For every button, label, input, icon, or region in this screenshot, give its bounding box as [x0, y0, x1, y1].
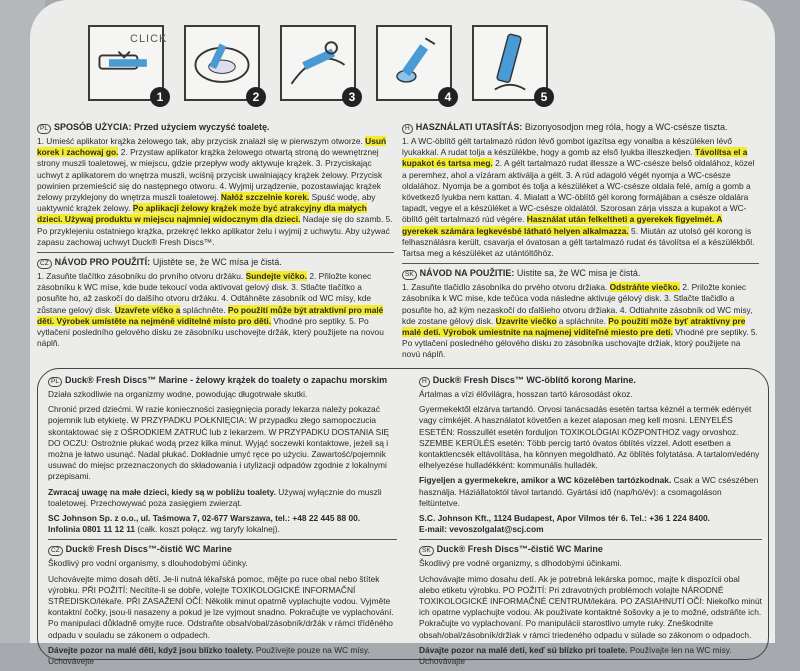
hu-title: HASZNÁLATI UTASÍTÁS:	[415, 122, 523, 132]
pl-product-name: Duck® Fresh Discs™ Marine - żelowy krążek do toalety o zapachu morskim	[64, 375, 388, 385]
sk-highlight: Uzavrite viečko	[495, 315, 557, 326]
sk-product-name: Duck® Fresh Discs™-čistič WC Marine	[436, 544, 603, 555]
toilet-bowl-icon	[186, 27, 258, 99]
divider	[419, 539, 762, 540]
sk-heading	[402, 268, 759, 280]
cz-text: 1. Zasuňte tlačítko zásobníku do prvního otvoru držáku.	[37, 271, 244, 282]
sk-text: a spláchnite.	[558, 315, 606, 326]
pl-body	[37, 136, 394, 248]
pl-highlight: Nałóż szczelnie korek.	[220, 192, 310, 203]
cz-text: 2. Přiložte konec zásobníku k WC míse, kde bude tekoucí voda aktivovat gelový disk. 3. Stlačte tlačítko a posuňte ho, až zaskočí do dalšího otvoru držáku. 4. Odtáhněte zásobník od WC mísy, kde zůstane gelový disk.	[37, 271, 372, 315]
remove-applicator-icon	[378, 27, 450, 99]
hu-text: 1. A WC-öblítő gélt tartalmazó rúdon lévő gombot igazítsa egy vonalba a készüléken lévő lyukakkal. A rudat tolja a készülékbe, hogy a gomb az első lyukba illeszkedjen.	[402, 136, 733, 158]
warnings-left	[40, 375, 405, 671]
lang-badge-pl: PL	[48, 377, 62, 387]
left-column	[37, 122, 402, 365]
step-4-illustration	[376, 25, 452, 104]
cz-caution-text: Používejte pouze na WC mísy. Uchovávejte	[48, 644, 370, 667]
sk-caution-bold: Dávajte pozor na malé deti, keď sú blízko pri toalete.	[419, 644, 628, 655]
cz-title-rest: Ujistěte se, že WC mísa je čistá.	[152, 257, 282, 268]
sk-caution	[419, 645, 762, 667]
step-number: 5	[534, 87, 554, 107]
sk-title-rest: Uistite sa, že WC misa je čistá.	[516, 268, 641, 279]
right-column	[402, 122, 767, 365]
pl-text: 2. Przystaw aplikator krążka żelowego otwartą stroną do wewnętrznej strony muszli toaletowej, w miejscu, gdzie przepływ wody aktywuje krążek. 3. Przyciskając uchwyt z aplikatorem do wnętrza muszli, wciśnij przycisk uwalniający krążek żelowy. Przycisk powinien przemieścić się do następnego otworu. 4. Wyjmij urządzenie, pozostawiając krążek żelowy przyklejony do wnętrza muszli toaletowej.	[37, 147, 383, 203]
divider	[37, 252, 394, 253]
hu-text: 2. A gélt tartalmazó rudat illessze a WC-csésze belső oldalához, közel a peremhez, ahol a vízáram aktiválja a gélt. 3. A rúd adagoló végét nyomja a WC-csésze oldalához. Nyomja be a gombot és tolja a készüléket a WC-csésze oldala felé, amíg a gomb a következő lyukba nem kattan. 4. Mialatt a WC-öblítő gél korong formájában a csésze oldalára tapadt, vegye el a készüléket a WC-csésze oldalától. Szorosan zárja vissza a kupakot a WC-öblítő gélt tartalmazó rúd végére.	[402, 158, 755, 225]
cz-highlight: Po použití může být atraktivní pro malé děti. Výrobek umístěte na nejméně viditelné místo pro děti.	[37, 304, 384, 326]
hu-email: E-mail: vevoszolgalat@scj.com	[419, 524, 544, 535]
hu-title-rest: Bizonyosodjon meg róla, hogy a WC-csésze tiszta.	[524, 122, 728, 132]
pl-precautions: Chronić przed dziećmi. W razie konieczności zasięgnięcia porady lekarza należy pokazać pojemnik lub etykietę. W PRZYPADKU POŁKNIĘCIA: W przypadku złego samopoczucia skontaktować się z OŚRODKIEM ZATRUĆ lub z lekarzem. W PRZYPADKU DOSTANIA SIĘ DO OCZU: Ostrożnie płukać wodą przez kilka minut. Wyjąć soczewki kontaktowe, jeżeli są i można je łatwo usunąć. Nadal płukać. Dokładnie umyć ręce po użyciu. Zawartość/pojemnik usuwać do miejsc przeznaczonych do składowania i utylizacji odpadów zgodnie z lokalnymi przepisami.	[48, 404, 390, 482]
pl-title: SPOSÓB UŻYCIA: Przed użyciem wyczyść toaletę.	[53, 122, 270, 132]
lang-badge-sk: SK	[419, 546, 434, 556]
warnings-right	[405, 375, 770, 671]
cz-caution	[48, 645, 397, 667]
pl-highlight: Usuń korek i zachowaj go.	[37, 136, 387, 158]
click-label: CLICK	[130, 33, 168, 45]
pl-caution	[48, 487, 397, 509]
hu-caution-bold: Figyeljen a gyermekekre, amikor a WC közelében tartózkodnak.	[419, 475, 672, 486]
press-button-icon	[282, 27, 354, 99]
step-number: 1	[150, 87, 170, 107]
hu-heading	[402, 122, 759, 134]
cz-heading	[37, 257, 394, 269]
instruction-steps	[88, 25, 548, 104]
pl-caution-bold: Zwracaj uwagę na małe dzieci, kiedy są w pobliżu toalety.	[48, 486, 276, 497]
hu-product-title	[419, 375, 762, 387]
step-number: 4	[438, 87, 458, 107]
pl-hotline	[48, 524, 397, 535]
lang-badge-hu: H	[419, 377, 430, 387]
sk-text: 2. Priložte koniec zásobníka k WC mise, kde tečúca voda následne aktivuje gélový disk. 3. Stlačte tlačidlo a posuňte ho, až kým nezaskočí do ďalšieho otvoru držiaka. 4. Odtiahnite zásobník od WC misy, kde zostane gélový disk.	[402, 282, 753, 326]
lang-badge-hu: H	[402, 124, 413, 134]
cz-highlight: Uzavřete víčko a	[114, 304, 181, 315]
sk-highlight: Odstráňte viečko.	[609, 282, 680, 293]
step-5-illustration	[472, 25, 548, 104]
lang-badge-cz: CZ	[48, 546, 63, 556]
cz-text: spláchněte.	[182, 304, 226, 315]
cz-body	[37, 271, 394, 349]
step-1-illustration	[88, 25, 168, 104]
pl-text: 1. Umieść aplikator krążka żelowego tak, aby przycisk znalazł się w pierwszym otworze.	[37, 136, 363, 146]
hu-highlight: Távolítsa el a kupakot és tartsa meg.	[402, 147, 748, 169]
sk-body	[402, 282, 759, 360]
sk-hazard: Škodlivý pre vodné organizmy, s dlhodobými účinkami.	[419, 558, 622, 569]
step-3-illustration	[280, 25, 356, 104]
divider	[402, 263, 759, 264]
cz-product-name: Duck® Fresh Discs™-čistič WC Marine	[65, 544, 232, 555]
pl-caution-text: Używaj wyłącznie do muszli toaletowej. Przechowywać poza zasięgiem zwierząt.	[48, 486, 382, 508]
divider	[48, 539, 397, 540]
cz-title: NÁVOD PRO POUŽITÍ:	[54, 257, 151, 268]
twist-applicator-icon	[474, 27, 546, 99]
lang-badge-cz: CZ	[37, 259, 52, 269]
pl-manufacturer: SC Johnson Sp. z o.o., ul. Taśmowa 7, 02-677 Warszawa, tel.: +48 22 445 88 00.	[48, 513, 361, 524]
hu-text: 5. Miután az utolsó gél korong is felhasználásra került, csavarja el óvatosan a gélt tartalmazó rudat és távolítsa el a készülékből. Tartsa meg a készüléket az utántöltőhöz.	[402, 225, 755, 259]
cz-text: Vhodné pro septiky. 5. Po vytlačení posledního gelového disku ze zásobníku uschovejte držák, který použijete na novou náplň.	[37, 315, 384, 349]
step-number: 3	[342, 87, 362, 107]
step-2-illustration	[184, 25, 260, 104]
pl-hazard: Działa szkodliwie na organizmy wodne, powodując długotrwałe skutki.	[48, 389, 308, 399]
cz-hazard: Škodlivý pro vodní organismy, s dlouhodobými účinky.	[48, 558, 248, 569]
sk-text: Vhodné pre septiky. 5. Po vytlačení posledného gélového disku zo zásobníka uschovajte držiak, ktorý použijete na novú náplň.	[402, 327, 758, 360]
cz-precautions: Uchovávejte mimo dosah dětí. Je-li nutná lékařská pomoc, mějte po ruce obal nebo štítek výrobku. PŘI POŽITÍ: Necítíte-li se dobře, volejte TOXIKOLOGICKÉ INFORMAČNÍ STŘEDISKO/lékaře. PŘI ZASAŽENÍ OČÍ: Několik minut opatrně vyplachujte vodou. Vyjměte kontaktní čočky, jsou-li nasazeny a pokud je lze vyjmout snadno. Pokračujte ve vyplachování. Po manipulaci důkladně omyjte ruce. Odstraňte obsah/obal/zásobník/držák v rámci tříděného odpadu v souladu se zákonem o odpadech.	[48, 573, 394, 640]
sk-precautions: Uchovávajte mimo dosahu detí. Ak je potrebná lekárska pomoc, majte k dispozícii obal alebo etiketu výrobku. PO POŽITÍ: Pri zdravotných problémoch volajte NÁRODNÉ TOXIKOLOGICKÉ INFORMAČNÉ CENTRUM/lekára. PO ZASIAHNUTÍ OČÍ: Niekoľko minút ich opatrne vyplachujte vodou. Ak používate kontaktné šošovky a je to možné, odstráňte ich. Pokračujte vo vyplachovaní. Po manipulácii starostlivo umyte ruky. Zneškodnite obsah/obal/zásobník/držiak v rámci triedeného odpadu v súlade so zákonom o odpadoch.	[419, 573, 762, 640]
cz-product-title	[48, 544, 397, 556]
step-number: 2	[246, 87, 266, 107]
lang-badge-pl: PL	[37, 124, 51, 134]
usage-instructions	[37, 122, 767, 365]
warnings-box	[37, 368, 769, 667]
pl-highlight: Po aplikacji żelowy krążek może być atrakcyjny dla małych dzieci. Używaj produktu w miejscu najmniej widocznym dla dzieci.	[37, 203, 367, 225]
sk-text: 1. Zasuňte tlačidlo zásobníka do prvého otvoru držiaka.	[402, 282, 608, 293]
hu-caution	[419, 475, 762, 509]
hu-precautions: Gyermekektől elzárva tartandó. Orvosi tanácsadás esetén tartsa kéznél a termék edényét vagy címkéjét. A használatot követően a kezet alaposan meg kell mosni. LENYELÉS ESETÉN: Rosszullét esetén forduljon TOXIKOLÓGIAI KÖZPONTHOZ vagy orvoshoz. SZEMBE KERÜLÉS esetén: Több percig tartó óvatos öblítés vízzel. Adott esetben a kontaktlencsék eltávolítása, ha könnyen megoldható. Az öblítés folytatása. A tartalom/edény elhelyezése hulladékként: kommunális hulladék.	[419, 404, 760, 471]
pl-product-title	[48, 375, 397, 387]
hu-manufacturer: S.C. Johnson Kft., 1124 Budapest, Apor Vilmos tér 6. Tel.: +36 1 224 8400.	[419, 513, 710, 524]
hu-product-name: Duck® Fresh Discs™ WC-öblítő korong Marine.	[432, 375, 636, 385]
cz-highlight: Sundejte víčko.	[245, 271, 307, 282]
pl-hotline-number: Infolinia 0801 11 12 11	[48, 524, 136, 535]
pl-text: Nadaje się do szamb. 5. Po przyklejeniu ostatniego krążka, przekręć lekko aplikator żelu i wyjmij z uchwytu. Aby używać zapasu zachowaj uchwyt Duck® Fresh Discs™.	[37, 214, 393, 247]
lang-badge-sk: SK	[402, 270, 417, 280]
pl-text: Spuść wodę, aby uaktywnić krążek żelowy.	[37, 192, 376, 214]
pl-heading	[37, 122, 394, 134]
hu-hazard: Ártalmas a vízi élővilágra, hosszan tartó károsodást okoz.	[419, 389, 633, 399]
sk-highlight: Po použití môže byť atraktívny pre malé deti. Výrobok umiestnite na najmenej viditeľné miesto pre deti.	[402, 315, 746, 338]
hu-caution-text: Csak a WC csészében használja. Háziállatoktól távol tartandó. Gyártási idő (nap/hó/év): a csomagoláson feltüntetve.	[419, 475, 759, 508]
sk-caution-text: Používajte len na WC misy. Uchovávajte	[419, 644, 732, 667]
hu-body	[402, 136, 759, 259]
sk-product-title	[419, 544, 762, 556]
cz-caution-bold: Dávejte pozor na malé děti, když jsou blízko toalety.	[48, 644, 254, 655]
sk-title: NÁVOD NA POUŽITIE:	[419, 268, 515, 279]
warnings-columns	[40, 375, 770, 671]
pl-hotline-note: (całk. koszt połącz. wg taryfy lokalnej).	[137, 524, 280, 535]
hu-highlight: Használat után felkeltheti a gyerekek figyelmét. A gyerekek számára legkevésbé látható helyen alkalmazza.	[402, 214, 723, 236]
